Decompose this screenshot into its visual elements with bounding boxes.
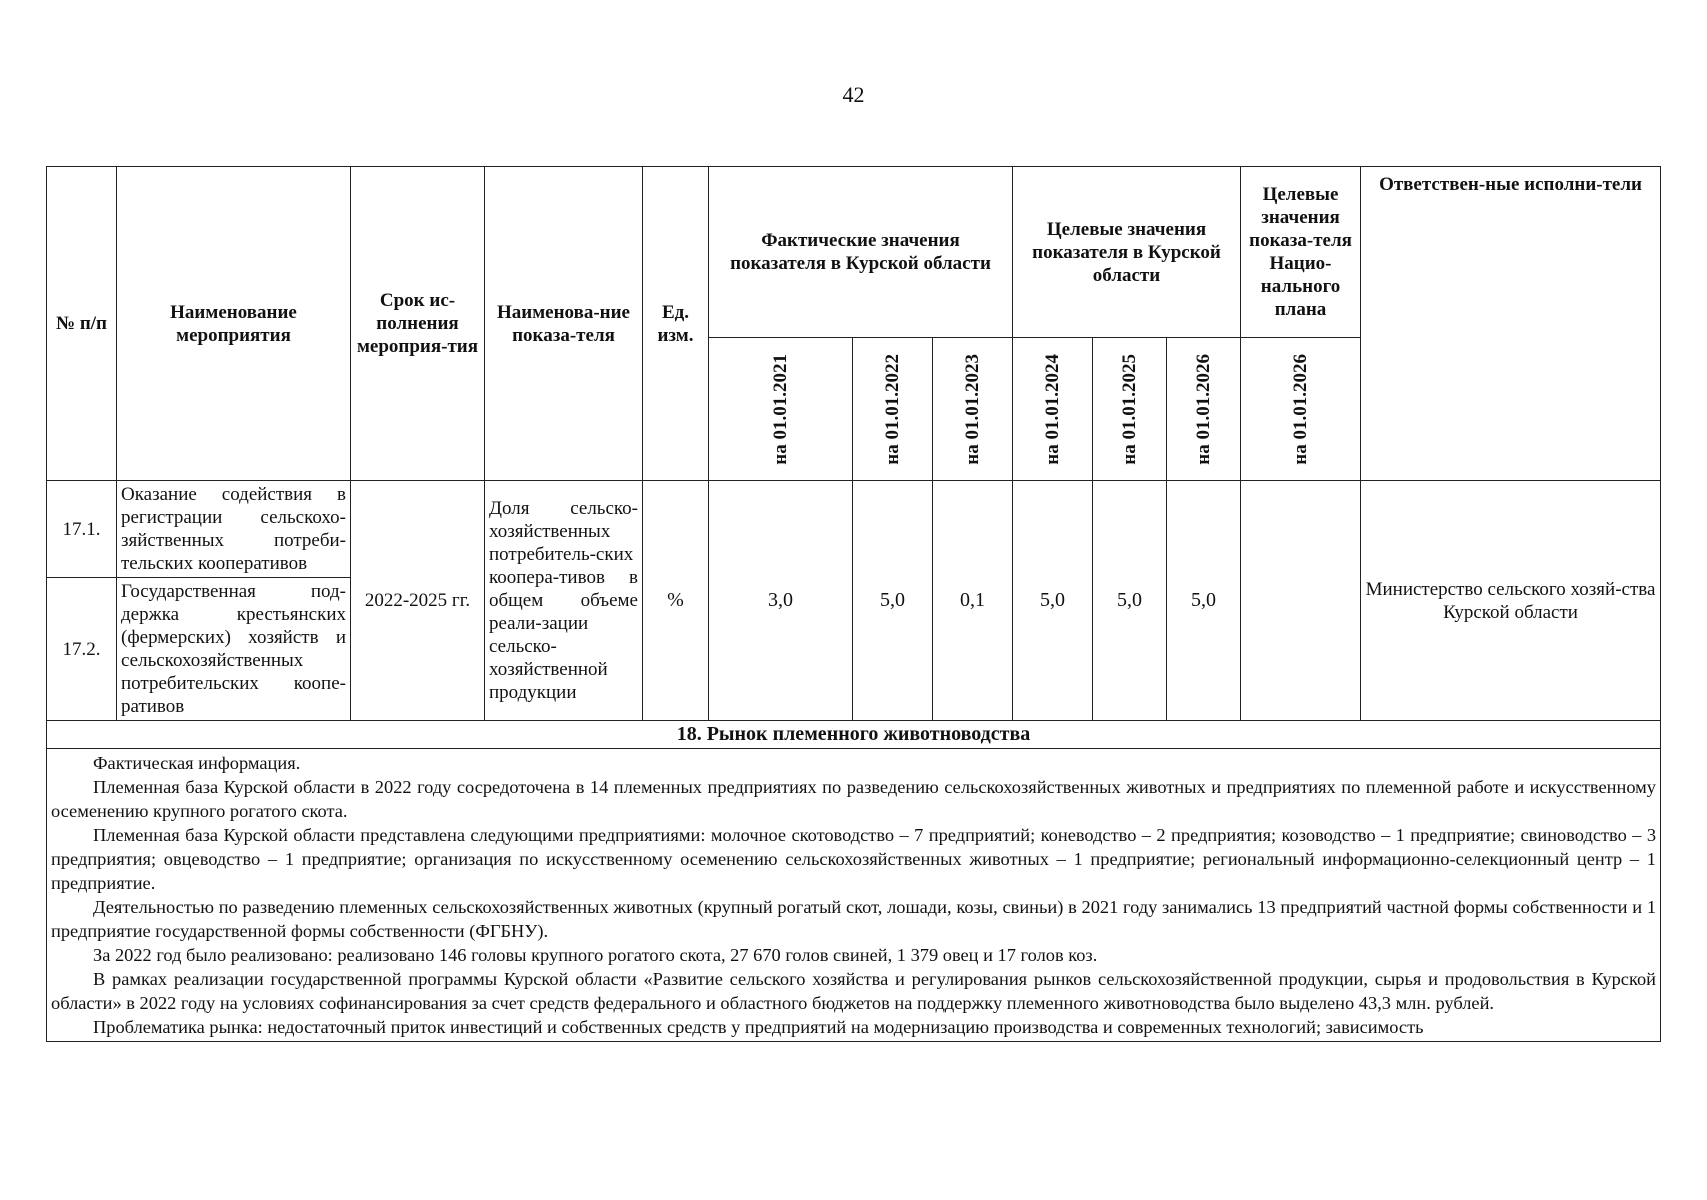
measures-table: [46, 166, 1661, 1042]
paragraph: В рамках реализации государственной программы Курской области «Развитие сельского хозяйства и регулирования рынков сельскохозяйственной продукции, сырья и продовольствия в Курской области» в 2022 году на условиях софинансирования за счет средств федерального и областного бюджетов на поддержку племенного животноводства было выделено 43,3 млн. рублей.: [51, 969, 1657, 1013]
value-2021: 3,0: [709, 481, 853, 721]
header-date-2026: на 01.01.2026: [1167, 338, 1241, 481]
cell-responsible: Министерство сельского хозяй-ства Курской области: [1361, 481, 1661, 721]
header-actual-values: Фактические значения показателя в Курской области: [709, 167, 1013, 338]
row-event: Оказание содействия в регистрации сельскохо-зяйственных потреби-тельских кооперативов: [117, 481, 351, 578]
paragraph: Племенная база Курской области в 2022 году сосредоточена в 14 племенных предприятиях по разведению сельскохозяйственных животных и предприятиях по племенной работе и искусственному осеменению крупного рогатого скота.: [51, 777, 1657, 821]
section-row: [47, 721, 1661, 749]
header-date-2022: на 01.01.2022: [853, 338, 933, 481]
header-event: Наименование мероприятия: [117, 167, 351, 481]
paragraph: За 2022 год было реализовано: реализовано 146 головы крупного рогатого скота, 27 670 голов свиней, 1 379 овец и 17 голов коз.: [93, 945, 1098, 965]
cell-unit: %: [643, 481, 709, 721]
row-num: 17.2.: [47, 578, 117, 721]
paragraph: Деятельностью по разведению племенных сельскохозяйственных животных (крупный рогатый скот, лошади, козы, свиньи) в 2021 году занимались 13 предприятий частной формы собственности и 1 предприятие государственной формы собственности (ФГБНУ).: [51, 897, 1657, 941]
row-event: Государственная под-держка крестьянских (фермерских) хозяйств и сельскохозяйственных потребительских коопе-ративов: [117, 578, 351, 721]
value-2023: 0,1: [933, 481, 1013, 721]
value-2024: 5,0: [1013, 481, 1093, 721]
header-row-1: [47, 167, 1661, 338]
header-target-values: Целевые значения показателя в Курской области: [1013, 167, 1241, 338]
page-number: 42: [842, 82, 865, 107]
paragraph: Проблематика рынка: недостаточный приток инвестиций и собственных средств у предприятий на модернизацию производства и современных технологий; зависимость: [93, 1017, 1424, 1037]
header-indicator: Наименова-ние показа-теля: [485, 167, 643, 481]
row-num: 17.1.: [47, 481, 117, 578]
header-num: № п/п: [47, 167, 117, 481]
header-date-2023: на 01.01.2023: [933, 338, 1013, 481]
header-date-2026-national: на 01.01.2026: [1241, 338, 1361, 481]
cell-indicator: Доля сельско-хозяйственных потребитель-ских коопера-тивов в общем объеме реали-зации сельско-хозяйственной продукции: [485, 481, 643, 721]
header-date-2025: на 01.01.2025: [1093, 338, 1167, 481]
section-body: [47, 749, 1661, 1042]
header-date-2021: на 01.01.2021: [709, 338, 853, 481]
header-national-plan: Целевые значения показа-теля Нацио-нального плана: [1241, 167, 1361, 338]
header-responsible: Ответствен-ные исполни-тели: [1361, 167, 1661, 481]
header-unit: Ед. изм.: [643, 167, 709, 481]
table-row: [47, 481, 1661, 578]
header-date-2024: на 01.01.2024: [1013, 338, 1093, 481]
paragraph: Фактическая информация.: [93, 753, 301, 773]
header-term: Срок ис-полнения мероприя-тия: [351, 167, 485, 481]
section-title: 18. Рынок племенного животноводства: [47, 721, 1661, 749]
text-row: [47, 749, 1661, 1042]
value-national-2026: [1241, 481, 1361, 721]
paragraph: Племенная база Курской области представлена следующими предприятиями: молочное скотоводство – 7 предприятий; коневодство – 2 предприятия; козоводство – 1 предприятие; свиноводство – 3 предприятия; овцеводство – 1 предприятие; организация по искусственному осеменению сельскохозяйственных животных – 1 предприятие; региональный информационно-селекционный центр – 1 предприятие.: [51, 825, 1657, 893]
value-2022: 5,0: [853, 481, 933, 721]
value-2025: 5,0: [1093, 481, 1167, 721]
value-2026: 5,0: [1167, 481, 1241, 721]
cell-term: 2022-2025 гг.: [351, 481, 485, 721]
